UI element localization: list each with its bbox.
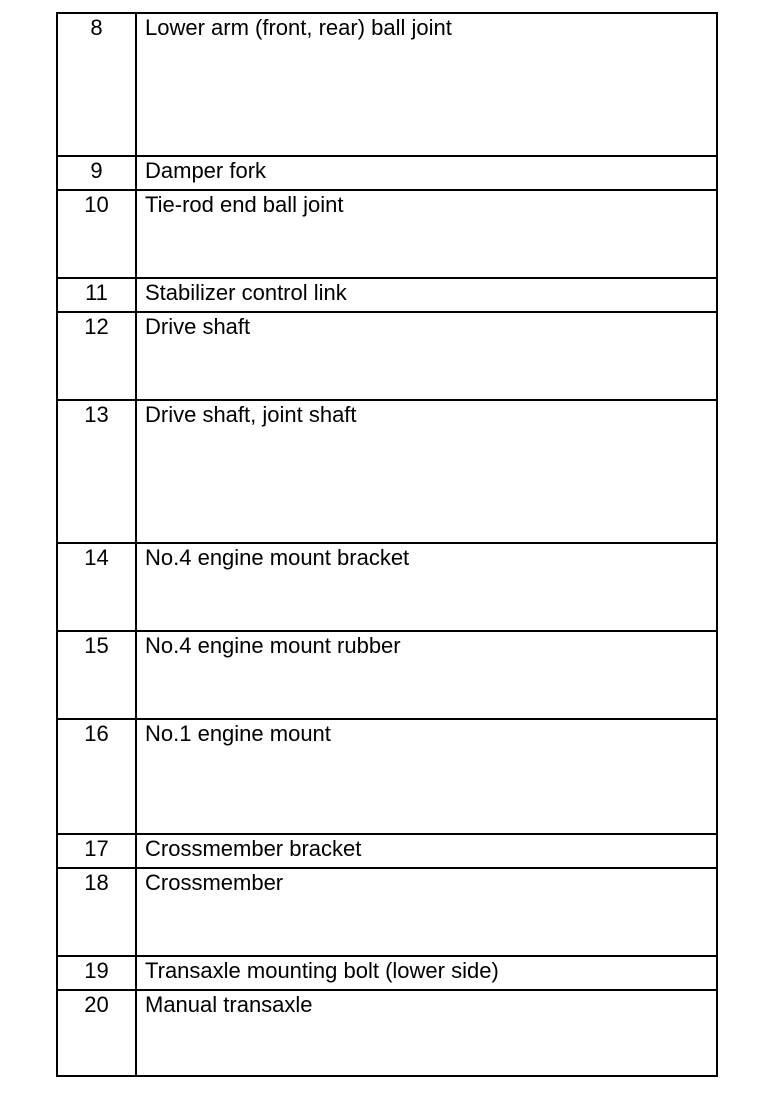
part-number: 9	[90, 158, 103, 183]
part-number: 20	[84, 992, 109, 1017]
part-number: 14	[84, 545, 109, 570]
part-number: 17	[84, 836, 109, 861]
table-row	[57, 278, 717, 312]
part-number: 11	[85, 280, 108, 305]
part-name-cell	[136, 834, 717, 868]
part-name-cell	[136, 400, 717, 543]
table-row	[57, 13, 717, 156]
part-name: Stabilizer control link	[145, 280, 347, 305]
part-number: 13	[84, 402, 109, 427]
part-name-cell	[136, 156, 717, 190]
part-number: 15	[84, 633, 109, 658]
part-number-cell	[57, 719, 136, 834]
part-name: Lower arm (front, rear) ball joint	[145, 15, 452, 40]
table-row	[57, 156, 717, 190]
part-number-cell	[57, 278, 136, 312]
part-number-cell	[57, 312, 136, 400]
part-name: Drive shaft	[145, 314, 251, 339]
part-name: No.1 engine mount	[145, 721, 331, 746]
part-name-cell	[136, 278, 717, 312]
table-row	[57, 190, 717, 278]
part-number-cell	[57, 834, 136, 868]
table-row	[57, 956, 717, 990]
part-name: No.4 engine mount bracket	[145, 545, 410, 570]
part-number: 8	[90, 15, 103, 40]
part-number-cell	[57, 543, 136, 631]
part-number-cell	[57, 990, 136, 1076]
part-name: No.4 engine mount rubber	[145, 633, 401, 658]
table-row	[57, 868, 717, 956]
part-number: 10	[84, 192, 109, 217]
part-number-cell	[57, 400, 136, 543]
part-name-cell	[136, 990, 717, 1076]
part-name-cell	[136, 956, 717, 990]
table-row	[57, 543, 717, 631]
part-number: 16	[84, 721, 109, 746]
part-number: 12	[84, 314, 109, 339]
part-name-cell	[136, 312, 717, 400]
table-row	[57, 834, 717, 868]
part-number-cell	[57, 156, 136, 190]
table-row	[57, 631, 717, 719]
part-name: Crossmember bracket	[145, 836, 362, 861]
part-name-cell	[136, 868, 717, 956]
part-number: 19	[84, 958, 109, 983]
table-row	[57, 990, 717, 1076]
part-number-cell	[57, 13, 136, 156]
part-name: Crossmember	[145, 870, 284, 895]
table-row	[57, 400, 717, 543]
part-name: Manual transaxle	[145, 992, 313, 1017]
table-row	[57, 719, 717, 834]
parts-table-body	[57, 13, 717, 1076]
part-name-cell	[136, 543, 717, 631]
part-name-cell	[136, 719, 717, 834]
part-name-cell	[136, 13, 717, 156]
part-number-cell	[57, 190, 136, 278]
part-name: Tie-rod end ball joint	[145, 192, 344, 217]
part-number-cell	[57, 956, 136, 990]
part-name: Drive shaft, joint shaft	[145, 402, 357, 427]
part-number-cell	[57, 868, 136, 956]
part-name-cell	[136, 631, 717, 719]
part-name: Damper fork	[145, 158, 267, 183]
part-name-cell	[136, 190, 717, 278]
table-row	[57, 312, 717, 400]
part-name: Transaxle mounting bolt (lower side)	[145, 958, 499, 983]
part-number-cell	[57, 631, 136, 719]
part-number: 18	[84, 870, 109, 895]
parts-table	[56, 12, 718, 1077]
